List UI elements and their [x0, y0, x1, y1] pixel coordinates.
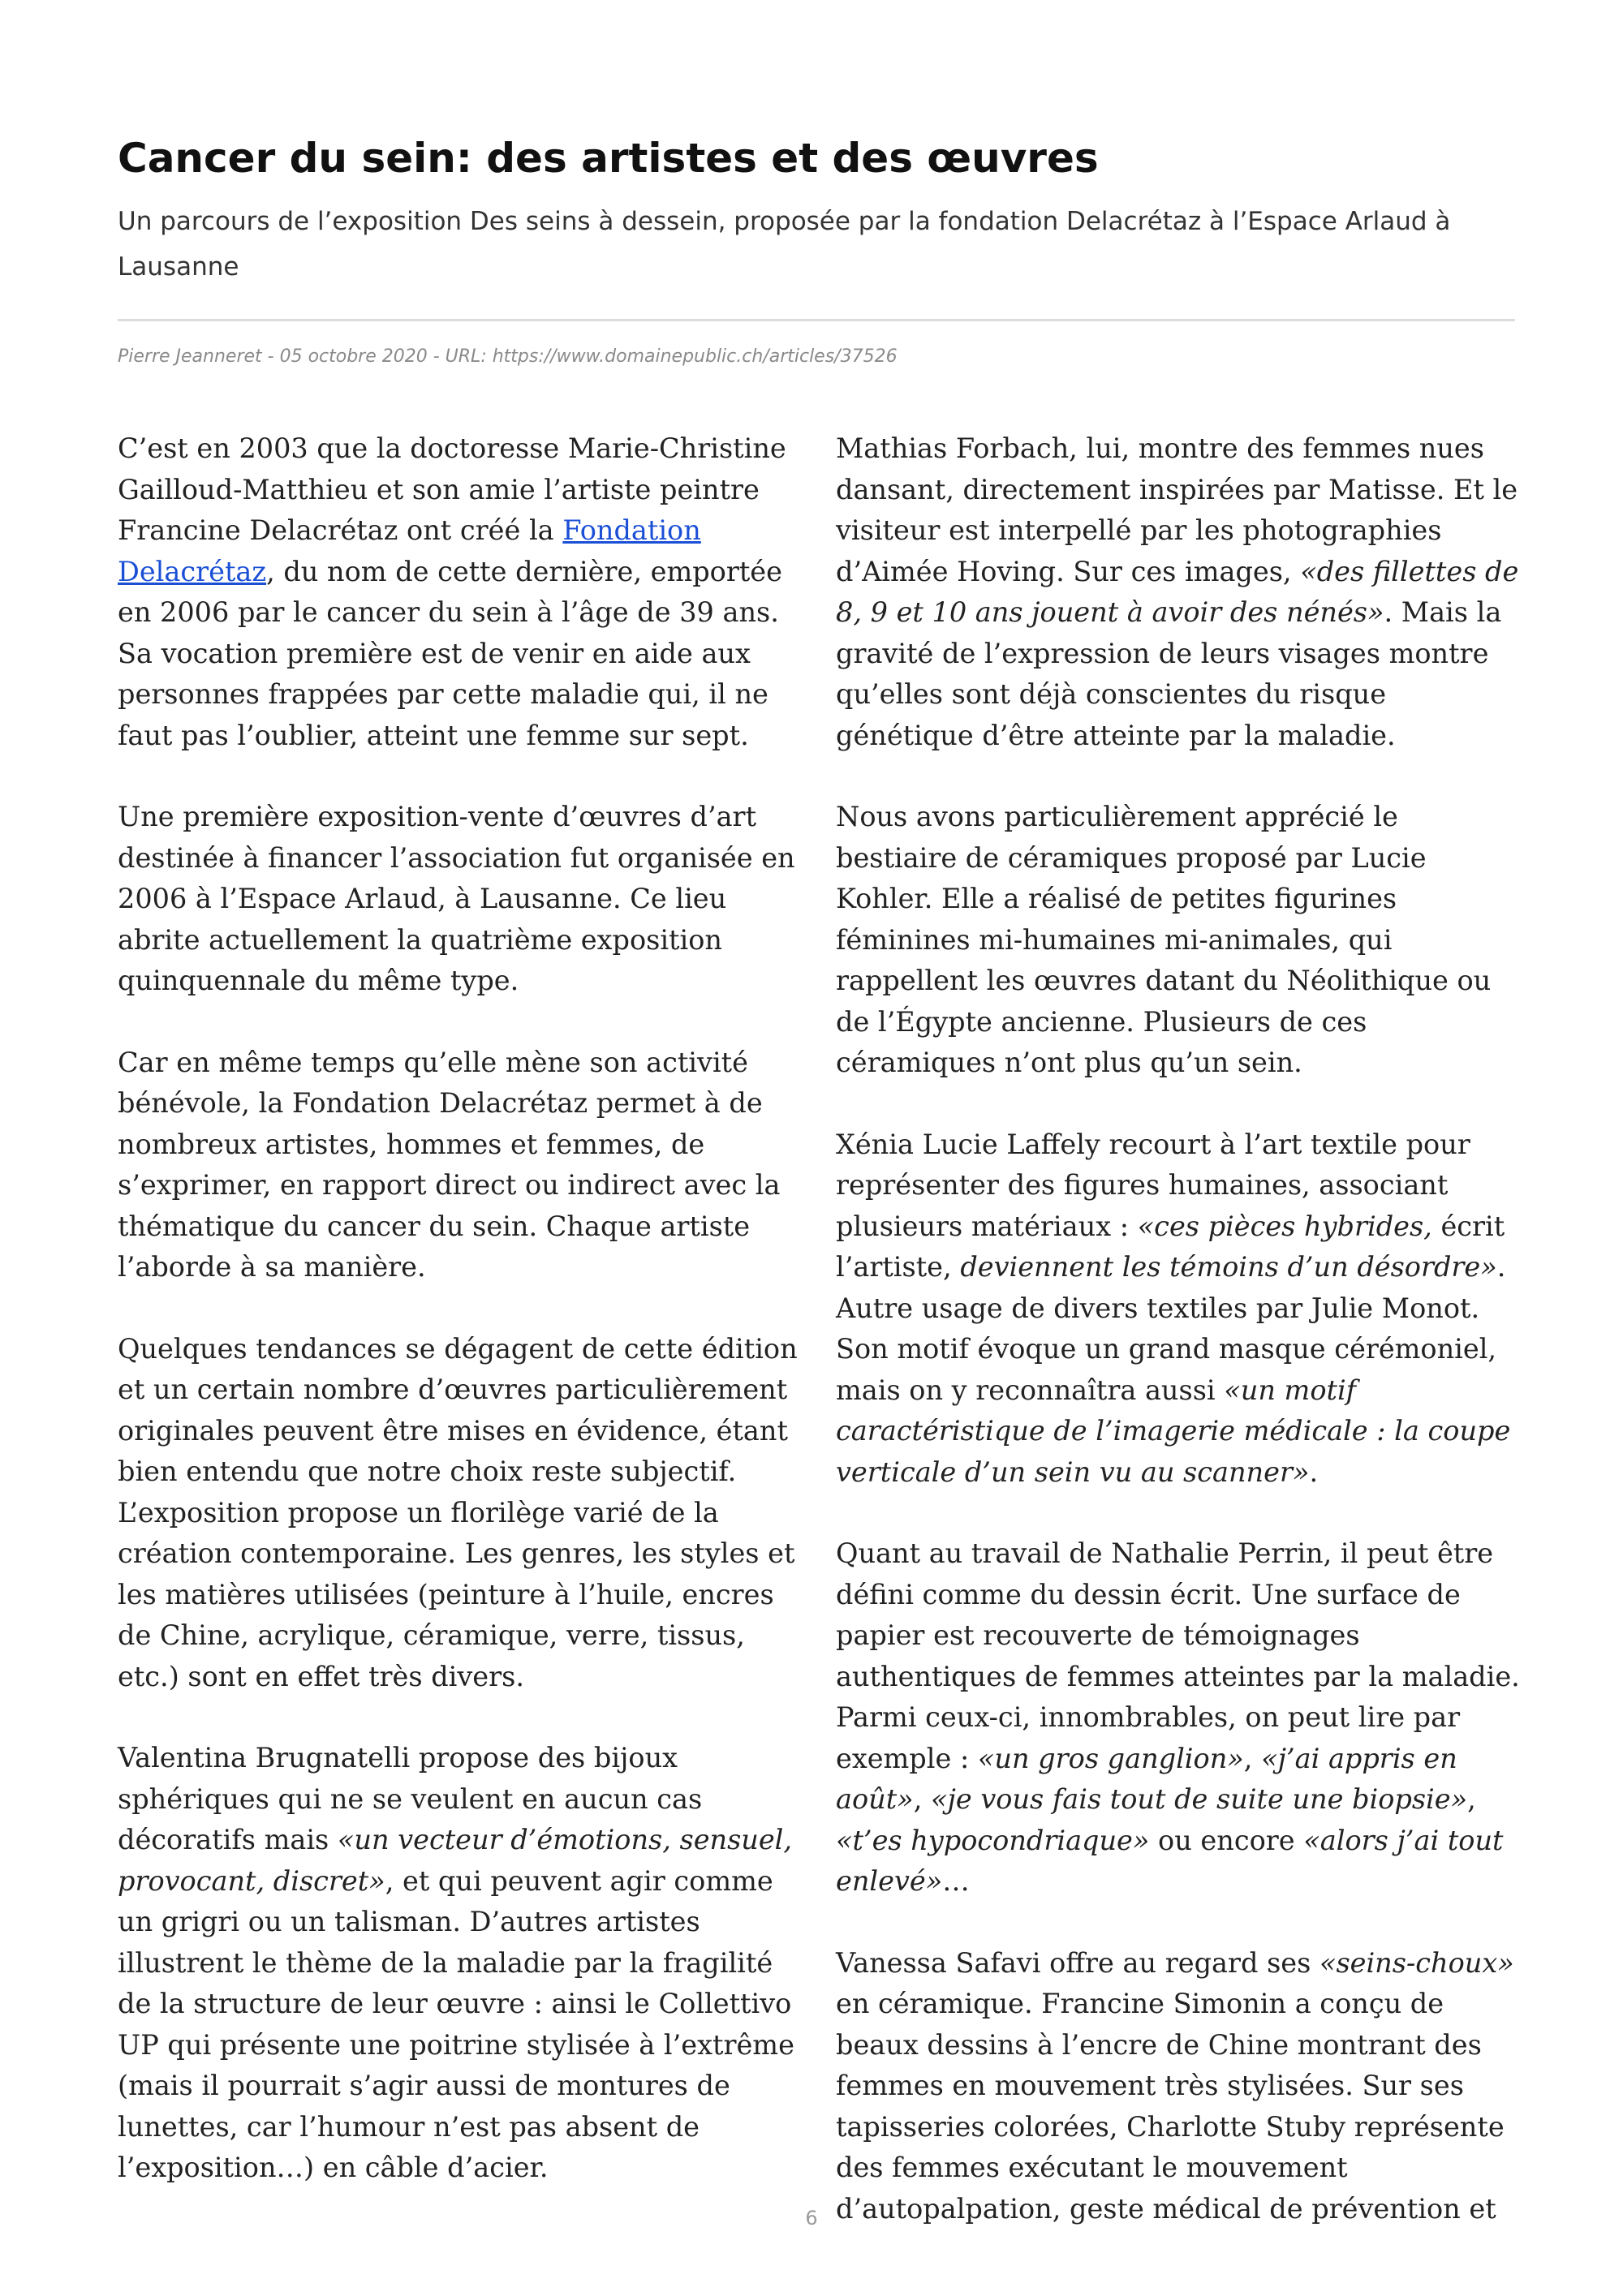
paragraph [836, 1533, 1522, 1903]
paragraph-text: . Autre usage de divers textiles par Julie Monot. Son motif évoque un grand masque cérémoniel, mais on y reconnaîtra aussi [836, 1251, 1506, 1406]
paragraph-text: Mathias Forbach, lui, montre des femmes nues dansant, directement inspirées par Matisse. Et le visiteur est interpellé par les photographies d’Aimée Hoving. Sur ces images, [836, 432, 1518, 587]
quote: «je vous fais tout de suite une biopsie» [931, 1783, 1468, 1815]
paragraph-text: , et qui peuvent agir comme un grigri ou un talisman. D’autres artistes illustrent le thème de la maladie par la fragilité de la structure de leur œuvre : ainsi le Collettivo UP qui présente une poitrine stylisée à l’extrême (mais il pourrait s’agir aussi de montures de lunettes, car l’humour n’est pas absent de l’exposition…) en câble d’acier. [118, 1864, 794, 2183]
paragraph-text: , [913, 1783, 931, 1815]
paragraph-text: écrit l’artiste, [836, 1210, 1505, 1283]
paragraph [836, 1124, 1522, 1494]
quote: «un gros ganglion» [977, 1742, 1244, 1774]
quote: «j’ai appris en août» [836, 1742, 1457, 1815]
paragraph [836, 428, 1522, 756]
right-column [836, 428, 1522, 2270]
paragraph: Une première exposition-vente d’œuvres d’art destinée à financer l’association fut organisée en 2006 à l’Espace Arlaud, à Lausanne. Ce lieu abrite actuellement la quatrième exposition quinquennale du même type. [118, 801, 795, 996]
quote: «des fillettes de 8, 9 et 10 ans jouent à avoir des nénés» [836, 555, 1519, 628]
quote: «un motif caractéristique de l’imagerie médicale : la coupe verticale d’un sein vu au scanner» [836, 1374, 1511, 1488]
quote: «un vecteur d’émotions, sensuel, provocant, discret» [118, 1824, 793, 1897]
left-column [118, 428, 803, 2229]
quote: «seins-choux» [1319, 1946, 1514, 1979]
paragraph [118, 428, 803, 756]
paragraph-text: . [1309, 1455, 1319, 1488]
quote: «alors j’ai tout enlevé» [836, 1824, 1504, 1897]
header-divider [118, 319, 1515, 321]
paragraph-text: Xénia Lucie Laffely recourt à l’art textile pour représenter des figures humaines, associant plusieurs matériaux : [836, 1128, 1470, 1242]
paragraph: Nous avons particulièrement apprécié le bestiaire de céramiques proposé par Lucie Kohler. Elle a réalisé de petites figurines féminines mi-humaines mi-animales, qui rappellent les œuvres datant du Néolithique ou de l’Égypte ancienne. Plusieurs de ces céramiques n’ont plus qu’un sein. [836, 801, 1492, 1078]
paragraph-text: . Mais la gravité de l’expression de leurs visages montre qu’elles sont déjà conscientes du risque génétique d’être atteinte par la maladie. [836, 596, 1502, 751]
paragraph-text: C’est en 2003 que la doctoresse Marie-Christine Gailloud-Matthieu et son amie l’artiste peintre Francine Delacrétaz ont créé la [118, 432, 786, 546]
fondation-delacretaz-link[interactable]: Fondation Delacrétaz [118, 514, 701, 587]
paragraph-text: en céramique. Francine Simonin a conçu de beaux dessins à l’encre de Chine montrant des femmes en mouvement très stylisées. Sur ses tapisseries colorées, Charlotte Stuby représente des femmes exécutant le mouvement d’autopalpation, geste médical de prévention et [836, 1988, 1505, 2225]
paragraph-text: , [1467, 1783, 1476, 1815]
paragraph-text: … [942, 1865, 970, 1897]
article-subtitle: Un parcours de l’exposition Des seins à dessein, proposée par la fondation Delacrétaz à l’Espace Arlaud à Lausanne [118, 207, 1451, 282]
page-number: 6 [805, 2207, 818, 2229]
paragraph-text: , [1243, 1742, 1262, 1774]
article-meta: Pierre Jeanneret - 05 octobre 2020 - URL: https://www.domainepublic.ch/articles/37526 [118, 346, 898, 367]
paragraph-text: Valentina Brugnatelli propose des bijoux sphériques qui ne se veulent en aucun cas décoratifs mais [118, 1742, 703, 1855]
paragraph: Quelques tendances se dégagent de cette édition et un certain nombre d’œuvres particulièrement originales peuvent être mises en évidence, étant bien entendu que notre choix reste subjectif. L’exposition propose un florilège varié de la création contemporaine. Les genres, les styles et les matières utilisées (peinture à l’huile, encres de Chine, acrylique, céramique, verre, tissus, etc.) sont en effet très divers. [118, 1332, 798, 1692]
paragraph [836, 1943, 1522, 2230]
quote: deviennent les témoins d’un désordre» [960, 1251, 1497, 1283]
paragraph [118, 1738, 803, 2189]
quote: «ces pièces hybrides, [1137, 1210, 1432, 1242]
paragraph-text: ou encore [1149, 1824, 1304, 1856]
quote: «t’es hypocondriaque» [836, 1824, 1150, 1856]
paragraph-text: Vanessa Safavi offre au regard ses [836, 1946, 1319, 1979]
article-title: Cancer du sein: des artistes et des œuvres [118, 135, 1099, 182]
paragraph-text: Quant au travail de Nathalie Perrin, il peut être défini comme du dessin écrit. Une surface de papier est recouverte de témoignages authentiques de femmes atteintes par la maladie. Parmi ceux-ci, innombrables, on peut lire par exemple : [836, 1537, 1520, 1774]
paragraph-text: , du nom de cette dernière, emportée en 2006 par le cancer du sein à l’âge de 39 ans. Sa vocation première est de venir en aide aux personnes frappées par cette maladie qui, il ne faut pas l’oublier, atteint une femme sur sept. [118, 555, 782, 751]
paragraph: Car en même temps qu’elle mène son activité bénévole, la Fondation Delacrétaz permet à de nombreux artistes, hommes et femmes, de s’exprimer, en rapport direct ou indirect avec la thématique du cancer du sein. Chaque artiste l’aborde à sa manière. [118, 1046, 781, 1283]
